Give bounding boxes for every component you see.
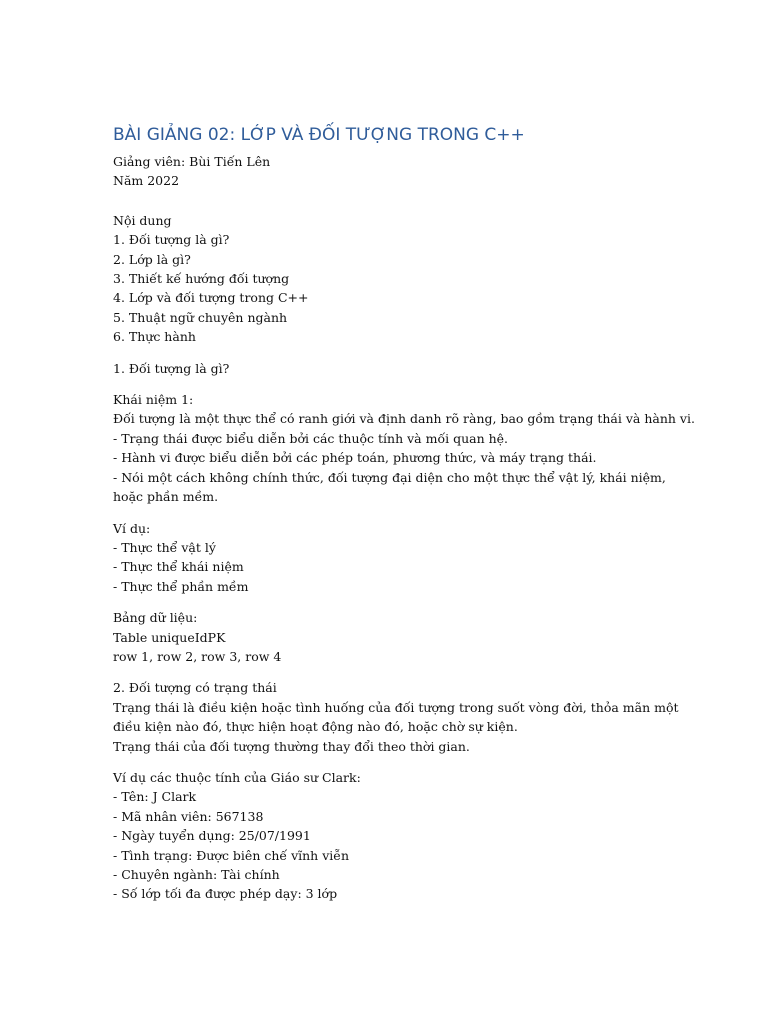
- concept1-line: hoặc phần mềm.: [113, 489, 219, 505]
- spacer: [113, 666, 713, 678]
- contents-item: 2. Lớp là gì?: [113, 251, 191, 267]
- datatable-section: [113, 608, 713, 666]
- contents-heading: Nội dung: [113, 212, 172, 228]
- contents-item: 5. Thuật ngữ chuyên ngành: [113, 309, 288, 325]
- document-title: BÀI GIẢNG 02: LỚP VÀ ĐỐI TƯỢNG TRONG C++: [113, 125, 525, 145]
- examples-item: - Thực thể khái niệm: [113, 559, 244, 575]
- concept1-line: - Hành vi được biểu diễn bởi các phép toán, phương thức, và máy trạng thái.: [113, 450, 597, 466]
- spacer: [113, 596, 713, 608]
- document-page: [113, 124, 713, 904]
- section2-line: điều kiện nào đó, thực hiện hoạt động nào đó, hoặc chờ sự kiện.: [113, 719, 518, 735]
- spacer: [113, 191, 713, 211]
- datatable-table: Table uniqueIdPK: [113, 629, 226, 645]
- examples-item: - Thực thể vật lý: [113, 539, 216, 555]
- datatable-rows: row 1, row 2, row 3, row 4: [113, 648, 282, 664]
- spacer: [113, 347, 713, 359]
- concept1-line: - Trạng thái được biểu diễn bởi các thuộc tính và mối quan hệ.: [113, 430, 509, 446]
- examples-item: - Thực thể phần mềm: [113, 578, 249, 594]
- spacer: [113, 507, 713, 519]
- clark-item: - Số lớp tối đa được phép dạy: 3 lớp: [113, 886, 338, 902]
- examples-section: [113, 519, 713, 597]
- section2-line: Trạng thái của đối tượng thường thay đổi theo thời gian.: [113, 738, 470, 754]
- concept1-heading: Khái niệm 1:: [113, 392, 194, 408]
- datatable-heading: Bảng dữ liệu:: [113, 610, 198, 626]
- year-line: Năm 2022: [113, 173, 180, 189]
- clark-section: [113, 768, 713, 904]
- clark-item: - Tình trạng: Được biên chế vĩnh viễn: [113, 847, 350, 863]
- concept1-line: - Nói một cách không chính thức, đối tượng đại diện cho một thực thể vật lý, khái niệm,: [113, 469, 666, 485]
- concept1-line: Đối tượng là một thực thể có ranh giới và định danh rõ ràng, bao gồm trạng thái và hành vi.: [113, 411, 695, 427]
- clark-item: - Chuyên ngành: Tài chính: [113, 867, 280, 882]
- clark-item: - Ngày tuyển dụng: 25/07/1991: [113, 828, 311, 844]
- clark-item: - Tên: J Clark: [113, 789, 197, 805]
- spacer: [113, 378, 713, 390]
- clark-item: - Mã nhân viên: 567138: [113, 808, 264, 824]
- lecturer-line: Giảng viên: Bùi Tiến Lên: [113, 154, 271, 169]
- concept1-section: [113, 390, 713, 506]
- examples-heading: Ví dụ:: [113, 520, 151, 536]
- contents-item: 1. Đối tượng là gì?: [113, 232, 230, 248]
- contents-item: 4. Lớp và đối tượng trong C++: [113, 290, 309, 306]
- spacer: [113, 756, 713, 768]
- contents-item: 3. Thiết kế hướng đối tượng: [113, 271, 290, 287]
- section1-heading: 1. Đối tượng là gì?: [113, 360, 230, 376]
- section2: [113, 678, 713, 756]
- contents-item: 6. Thực hành: [113, 329, 196, 345]
- clark-heading: Ví dụ các thuộc tính của Giáo sư Clark:: [113, 769, 361, 785]
- section2-line: Trạng thái là điều kiện hoặc tình huống của đối tượng trong suốt vòng đời, thỏa mãn một: [113, 699, 679, 715]
- contents-section: [113, 211, 713, 347]
- section2-heading: 2. Đối tượng có trạng thái: [113, 680, 277, 696]
